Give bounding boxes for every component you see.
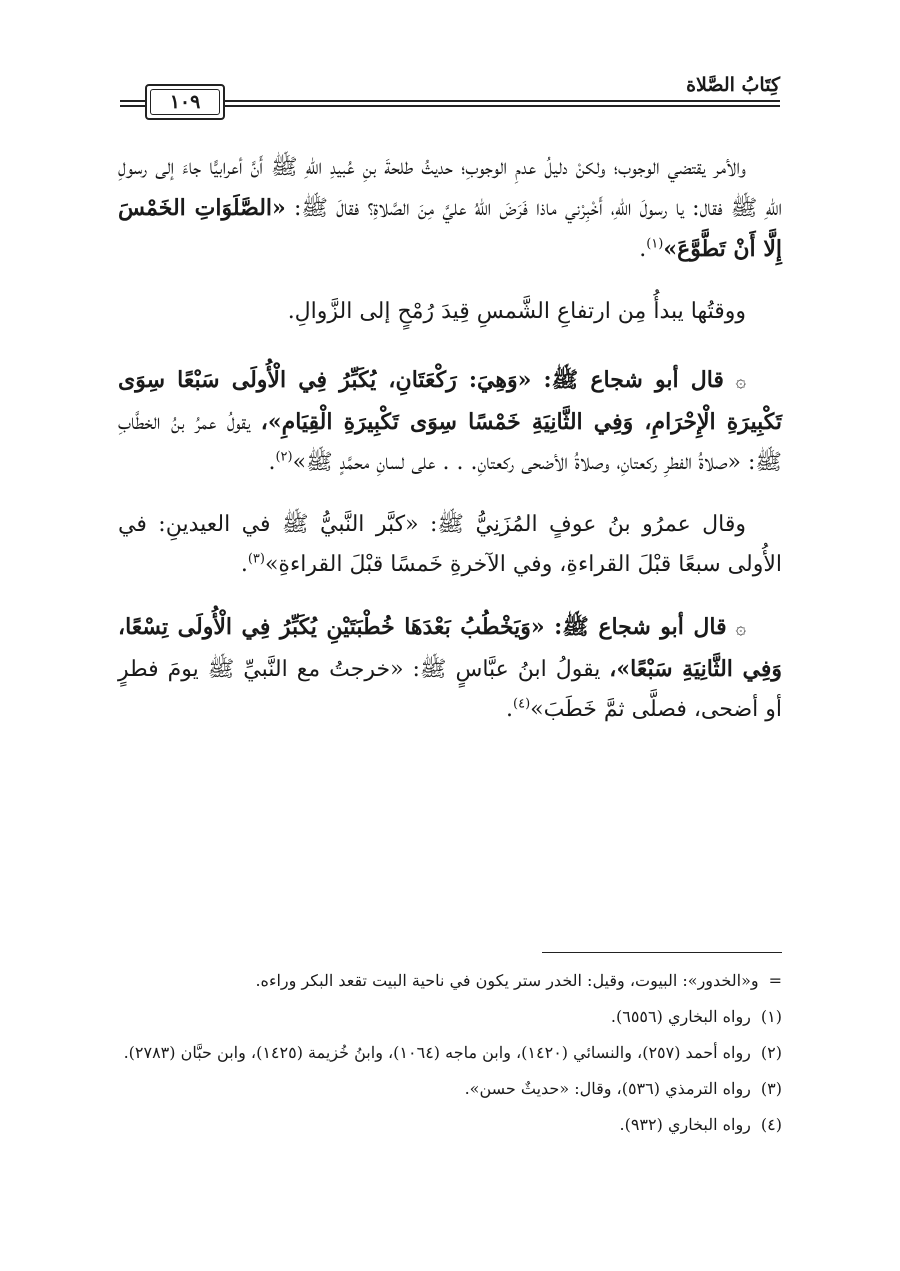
running-header-title: كِتَابُ الصَّلاة <box>686 74 780 96</box>
footnote-text: رواه البخاري (٦٥٥٦). <box>610 1007 751 1026</box>
footnote-item <box>118 1038 782 1068</box>
paragraph-4 <box>118 505 782 585</box>
matn-marker-icon: ۞ <box>735 371 746 392</box>
page-number-box <box>145 84 225 120</box>
paragraph-4-text: وقال عمرُو بنُ عوفٍ المُزَنِيُّ ﷺ: «كبَّر النَّبيُّ ﷺ في العيدينِ: في الأُولى سبعًا قبْلَ القراءةِ، وفي الآخرةِ خَمسًا قبْلَ القراءةِ» <box>118 512 782 577</box>
paragraph-5-text: يقولُ ابنُ عبَّاسٍ ﷺ: «خرجتُ مع النَّبيِّ ﷺ يومَ فطرٍ أو أضحى، فصلَّى ثمَّ خَطَبَ» <box>118 657 782 722</box>
paragraph-3-text: يقولُ عمرُ بنُ الخطَّابِ ﷺ: «صلاةُ الفطرِ ركعتانِ، وصلاةُ الأضحى ركعتانِ. . . على لسانِ محمَّدٍ ﷺ» <box>118 410 782 475</box>
paragraph-1 <box>118 148 782 270</box>
footnote-number: (٣) <box>760 1079 782 1098</box>
footnote-item <box>118 1002 782 1032</box>
hadith-quote-1: «الصَّلَوَاتِ الخَمْسَ إِلَّا أَنْ تَطَّوَّعَ» <box>118 195 782 262</box>
footnote-ref-1: (١) <box>646 236 664 252</box>
footnote-divider <box>542 952 782 953</box>
footnote-ref-2: (٢) <box>275 449 293 465</box>
footnote-number: = <box>768 971 782 990</box>
matn-marker-icon: ۞ <box>735 618 746 639</box>
footnote-item <box>118 1110 782 1140</box>
footnote-number: (٤) <box>760 1115 782 1134</box>
paragraph-5-end: . <box>506 697 514 722</box>
footnote-text: رواه البخاري (٩٣٢). <box>619 1115 751 1134</box>
footnote-ref-4: (٤) <box>513 696 531 712</box>
footnote-number: (١) <box>760 1007 782 1026</box>
paragraph-1-end: . <box>639 237 647 262</box>
matn-text-2: قال أبو شجاع ﷺ: «وَيَخْطُبُ بَعْدَهَا خُطْبَتَيْنِ يُكَبِّرُ فِي الْأُولَى تِسْعًا، وَفِي الثَّانِيَةِ سَبْعًا»، <box>118 614 782 682</box>
paragraph-4-end: . <box>240 552 248 577</box>
footnote-item <box>118 966 782 996</box>
footnote-ref-3: (٣) <box>247 551 265 567</box>
main-text <box>118 148 782 752</box>
matn-text-1: قال أبو شجاع ﷺ: «وَهِيَ: رَكْعَتَانِ، يُكَبِّرُ فِي الْأُولَى سَبْعًا سِوَى تَكْبِيرَةِ الْإِحْرَامِ، وَفِي الثَّانِيَةِ خَمْسًا سِوَى تَكْبِيرَةِ الْقِيَامِ»، <box>118 367 782 435</box>
footnote-text: رواه أحمد (٢٥٧)، والنسائي (١٤٢٠)، وابن ماجه (١٠٦٤)، وابنُ خُزيمة (١٤٢٥)، وابن حبَّان (٢٧٨٣). <box>123 1043 751 1062</box>
footnotes <box>118 966 782 1146</box>
footnote-item <box>118 1074 782 1104</box>
footnote-text: و«الخدور»: البيوت، وقيل: الخدر ستر يكون في ناحية البيت تقعد البكر وراءه. <box>255 971 759 990</box>
paragraph-1-text: والأمر يقتضي الوجوب؛ ولكنْ دليلُ عدمِ الوجوبِ؛ حديثُ طلحةَ بنِ عُبيدِ اللهِ ﷺ أَنَّ أعرابيًّا جاءَ إلى رسولِ اللهِ ﷺ فقال: يا رسولَ اللهِ، أَخْبِرْني ماذا فَرَضَ اللهُ عليَّ مِنَ الصَّلاةِ؟ فقالَ ﷺ: <box>118 155 783 221</box>
paragraph-3 <box>118 360 782 483</box>
paragraph-2-text: ووقتُها يبدأُ مِن ارتفاعِ الشَّمسِ قِيدَ رُمْحٍ إلى الزَّوالِ. <box>287 299 746 324</box>
footnote-number: (٢) <box>760 1043 782 1062</box>
page-number: ١٠٩ <box>150 89 220 115</box>
paragraph-2 <box>118 292 782 332</box>
footnote-text: رواه الترمذي (٥٣٦)، وقال: «حديثٌ حسن». <box>464 1079 751 1098</box>
paragraph-5 <box>118 607 782 730</box>
paragraph-3-end: . <box>268 450 276 475</box>
